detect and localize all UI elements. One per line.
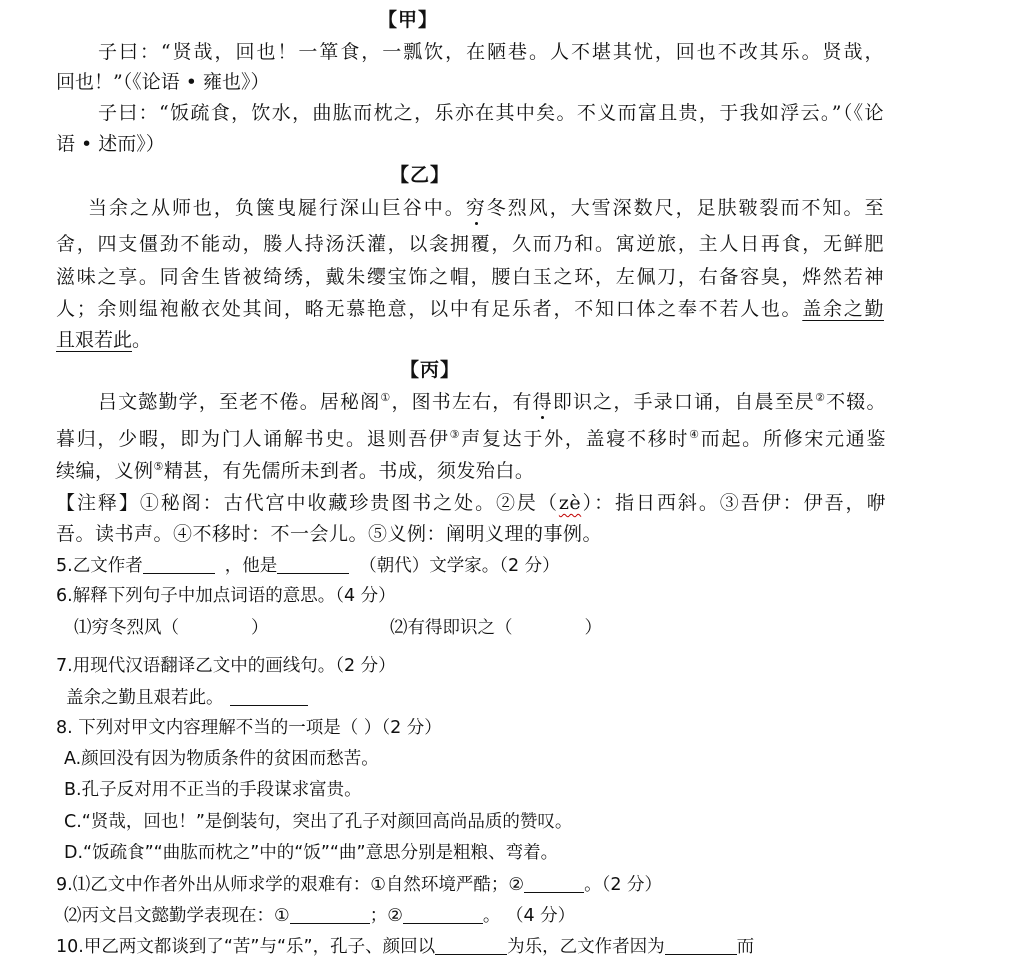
question-10-text-c: 而 — [736, 937, 755, 957]
answer-blank-10-1[interactable] — [435, 934, 507, 955]
answer-blank-10-2[interactable] — [665, 934, 737, 955]
bing-line-2-text-c: 而起。所修宋元通鉴 — [700, 428, 886, 450]
answer-blank-translation[interactable] — [230, 685, 308, 706]
question-5-text-c: （朝代）文学家。（2 分） — [359, 556, 560, 576]
notes-line-2: 吾。读书声。④不移时：不一会儿。⑤义例：阐明义理的事例。 — [56, 523, 603, 545]
question-9-part-1-text: 9.⑴乙文中作者外出从师求学的艰难有：①自然环境严酷；② — [56, 875, 525, 895]
yi-line-4 — [56, 297, 884, 321]
heading-bing: 【丙】 — [400, 359, 461, 381]
question-10 — [56, 934, 754, 959]
question-9-part-1-score: 。（2 分） — [584, 875, 663, 895]
bing-line-1-text-b: ，图书左右，有 — [391, 391, 533, 413]
yi-line-1-text-a: 当余之从师也，负箧曳屣行深山巨谷中。 — [88, 197, 466, 219]
yi-line-3: 滋味之享。同舍生皆被绮绣，戴朱缨宝饰之帽，腰白玉之环，左佩刀，右备容臭，烨然若神 — [56, 266, 884, 288]
yi-line-1 — [88, 196, 884, 220]
notes-line-1 — [56, 491, 886, 515]
option-d: D.“饭疏食”“曲肱而枕之”中的“饭”“曲”意思分别是粗粮、弯着。 — [64, 843, 559, 863]
question-10-text-b: 为乐，乙文作者因为 — [507, 937, 665, 957]
yi-line-1-text-b: 冬烈风，大雪深数尺，足肤皲裂而不知。至 — [486, 197, 884, 219]
pinyin-ze: zè — [558, 492, 582, 514]
answer-blank-dynasty[interactable] — [277, 553, 349, 574]
answer-blank-9-1[interactable] — [524, 872, 584, 893]
bing-line-3 — [56, 459, 534, 483]
yi-line-5-text: 。 — [132, 329, 152, 351]
jia-paragraph-1-line-2: 回也！”（《论语 • 雍也》） — [56, 71, 270, 93]
bing-line-2 — [56, 427, 886, 451]
jia-paragraph-2-line-1: 子曰：“饭疏食，饮水，曲肱而枕之，乐亦在其中矣。不义而富且贵，于我如浮云。”（《论 — [98, 102, 884, 124]
question-6-item-2-close: ） — [584, 618, 602, 638]
footnote-marker-4: ④ — [689, 428, 701, 441]
underlined-sentence-part-2: 且艰若此 — [56, 329, 133, 351]
question-9-part-2 — [64, 903, 575, 928]
bing-line-3-text-b: 精甚，有先儒所未到者。书成，须发殆白。 — [163, 460, 535, 482]
heading-yi: 【乙】 — [390, 164, 451, 186]
bing-line-1-text-d: 不辍。 — [826, 391, 886, 413]
answer-blank-9-2b[interactable] — [403, 903, 483, 924]
footnote-marker-3: ③ — [449, 428, 462, 441]
notes-line-1-text-b: ）：指日西斜。③吾伊：伊吾，咿 — [581, 492, 886, 514]
question-10-text-a: 10.甲乙两文都谈到了“苦”与“乐”，孔子、颜回以 — [56, 937, 436, 957]
jia-paragraph-2-line-2: 语 • 述而》） — [56, 133, 165, 155]
bing-line-1-text-a: 吕文懿勤学，至老不倦。居秘阁 — [98, 391, 381, 413]
footnote-marker-2: ② — [815, 391, 827, 404]
option-a: A.颜回没有因为物质条件的贫困而愁苦。 — [64, 749, 379, 769]
bing-line-1 — [98, 390, 886, 414]
question-7-sentence-text: 盖余之勤且艰若此。 — [66, 688, 224, 708]
yi-line-4-text: 人；余则缊袍敝衣处其间，略无慕艳意，以中有足乐者，不知口体之奉不若人也。 — [56, 298, 803, 320]
question-8: 8. 下列对甲文内容理解不当的一项是（ ）（2 分） — [56, 718, 442, 738]
question-5 — [56, 553, 560, 578]
question-6-item-2 — [390, 616, 602, 640]
question-5-text-b: ，他是 — [224, 556, 278, 576]
answer-blank-9-2a[interactable] — [290, 903, 370, 924]
question-6-item-1 — [74, 616, 269, 640]
question-6-item-1-text: ⑴穷冬烈风（ — [74, 618, 179, 638]
answer-blank-author[interactable] — [143, 553, 215, 574]
question-6-item-2-text: ⑵有得即识之（ — [390, 618, 513, 638]
question-6: 6.解释下列句子中加点词语的意思。（4 分） — [56, 586, 396, 606]
question-9-part-1 — [56, 872, 662, 897]
bing-line-3-text-a: 续编，义例 — [56, 460, 154, 482]
question-9-part-2-sep: ；② — [369, 906, 403, 926]
heading-jia: 【甲】 — [378, 9, 439, 31]
bing-line-1-text-c: 即识之，手录口诵，自晨至昃 — [552, 391, 816, 413]
question-9-part-2-text: ⑵丙文吕文懿勤学表现在：① — [64, 906, 290, 926]
dotted-word-de: 得 — [532, 391, 553, 413]
question-5-text-a: 5.乙文作者 — [56, 556, 143, 576]
notes-line-1-text-a: 【注释】①秘阁：古代宫中收藏珍贵图书之处。②昃（ — [56, 492, 559, 514]
dotted-word-qiong: 穷 — [465, 197, 487, 219]
question-7-sentence — [66, 685, 308, 710]
jia-paragraph-1-line-1: 子曰：“贤哉，回也！一箪食，一瓢饮，在陋巷。人不堪其忧，回也不改其乐。贤哉， — [98, 41, 884, 63]
yi-line-5 — [56, 328, 151, 352]
footnote-marker-5: ⑤ — [153, 460, 164, 473]
footnote-marker-1: ① — [380, 391, 392, 404]
question-7: 7.用现代汉语翻译乙文中的画线句。（2 分） — [56, 656, 396, 676]
question-9-part-2-score: 。 （4 分） — [482, 906, 576, 926]
question-6-item-1-close: ） — [251, 618, 269, 638]
yi-line-2: 舍，四支僵劲不能动，媵人持汤沃灌，以衾拥覆，久而乃和。寓逆旅，主人日再食，无鲜肥 — [56, 233, 884, 255]
option-c: C.“贤哉，回也！”是倒装句，突出了孔子对颜回高尚品质的赞叹。 — [64, 812, 573, 832]
underlined-sentence-part-1: 盖余之勤 — [802, 298, 884, 320]
bing-line-2-text-b: 声复达于外，盖寝不移时 — [461, 428, 690, 450]
option-b: B.孔子反对用不正当的手段谋求富贵。 — [64, 780, 362, 800]
bing-line-2-text-a: 暮归，少暇，即为门人诵解书史。退则吾伊 — [56, 428, 450, 450]
